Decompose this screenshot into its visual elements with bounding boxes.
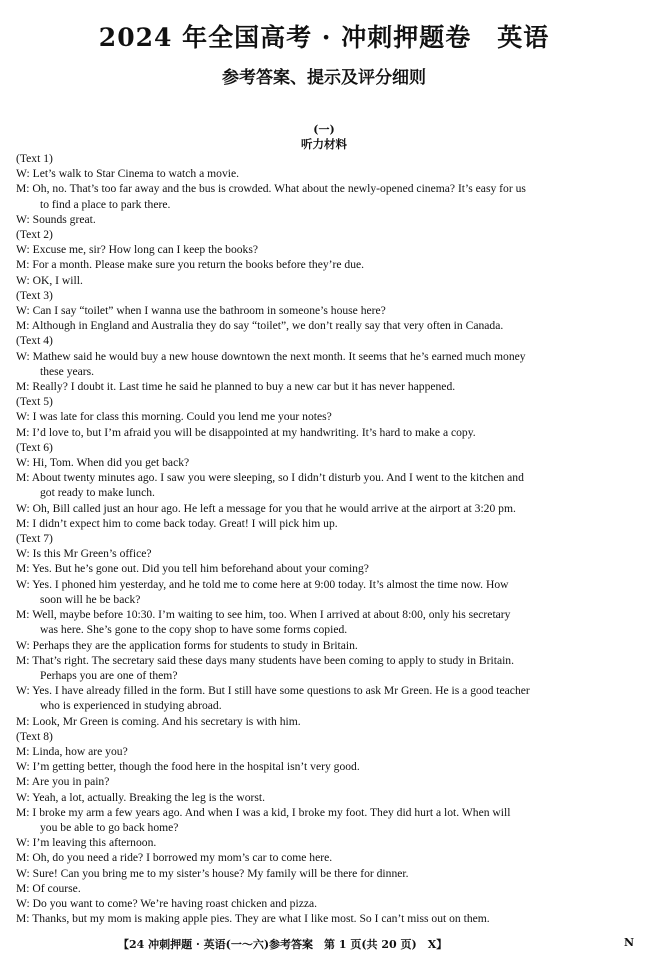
dialogue-line: M: Oh, do you need a ride? I borrowed my mom’s car to come here. xyxy=(16,851,333,865)
text-label: (Text 8) xyxy=(16,729,53,743)
page-footer xyxy=(0,936,648,952)
text-label: (Text 1) xyxy=(16,152,53,165)
dialogue-line-continued: to find a place to park there. xyxy=(40,197,171,211)
dialogue-line: W: Yes. I phoned him yesterday, and he told me to come here at 9:00 today. It’s almost the time now. How xyxy=(16,577,509,591)
dialogue-line-continued: who is experienced in studying abroad. xyxy=(40,699,222,713)
text-label: (Text 7) xyxy=(16,532,53,546)
dialogue-line: W: Let’s walk to Star Cinema to watch a movie. xyxy=(16,167,240,181)
text-label: (Text 4) xyxy=(16,334,53,348)
dialogue-line: W: I’m getting better, though the food here in the hospital isn’t very good. xyxy=(16,760,360,774)
page-subtitle: 参考答案、提示及评分细则 xyxy=(222,68,426,88)
dialogue-line-continued: Perhaps you are one of them? xyxy=(40,668,178,682)
dialogue-line: M: Thanks, but my mom is making apple pies. They are what I like most. So I can’t miss out on them. xyxy=(16,912,490,926)
dialogue-line: W: Is this Mr Green’s office? xyxy=(16,547,152,561)
dialogue-line: W: Do you want to come? We’re having roast chicken and pizza. xyxy=(16,896,318,910)
dialogue-line: W: Sure! Can you bring me to my sister’s house? My family will be there for dinner. xyxy=(16,866,409,880)
dialogue-line: M: Yes. But he’s gone out. Did you tell him beforehand about your coming? xyxy=(16,562,369,576)
dialogue-line-continued: soon will he be back? xyxy=(40,592,141,606)
transcript-body xyxy=(16,151,638,926)
page-title: 2024 年全国高考 · 冲刺押题卷 英语 xyxy=(98,23,550,52)
dialogue-line: M: I didn’t expect him to come back today. Great! I will pick him up. xyxy=(16,516,338,530)
dialogue-line: M: That’s right. The secretary said these days many students have been coming to apply to study in Britain. xyxy=(16,653,515,667)
dialogue-line: W: Sounds great. xyxy=(16,212,96,226)
footer-mark: N xyxy=(623,936,634,949)
dialogue-line: M: About twenty minutes ago. I saw you were sleeping, so I didn’t disturb you. And I went to the kitchen and xyxy=(16,471,524,485)
dialogue-line-continued: got ready to make lunch. xyxy=(40,486,155,500)
dialogue-line: M: Although in England and Australia they do say “toilet”, we don’t really say that very often in Canada. xyxy=(16,319,504,333)
dialogue-line: W: Excuse me, sir? How long can I keep the books? xyxy=(16,243,258,257)
dialogue-line: W: Hi, Tom. When did you get back? xyxy=(16,456,190,470)
dialogue-line: W: OK, I will. xyxy=(16,273,83,287)
dialogue-line: M: I’d love to, but I’m afraid you will be disappointed at my handwriting. It’s hard to make a copy. xyxy=(16,425,476,439)
dialogue-line: M: Well, maybe before 10:30. I’m waiting to see him, too. When I arrived at about 8:00, only his secretary xyxy=(16,608,511,622)
dialogue-line: M: Oh, no. That’s too far away and the bus is crowded. What about the newly-opened cinema? It’s easy for us xyxy=(16,182,526,196)
text-label: (Text 5) xyxy=(16,395,53,409)
dialogue-line-continued: was here. She’s gone to the copy shop to have some forms copied. xyxy=(40,623,348,637)
text-label: (Text 3) xyxy=(16,288,53,302)
text-label: (Text 2) xyxy=(16,228,53,242)
dialogue-line: M: Are you in pain? xyxy=(16,775,110,789)
section-heading: 听力材料 xyxy=(301,137,347,151)
dialogue-line-continued: these years. xyxy=(40,364,95,378)
dialogue-line: W: Mathew said he would buy a new house downtown the next month. It seems that he’s earned much money xyxy=(16,349,526,363)
dialogue-line: W: Perhaps they are the application forms for students to study in Britain. xyxy=(16,638,358,652)
dialogue-line: W: Yeah, a lot, actually. Breaking the leg is the worst. xyxy=(16,790,265,804)
dialogue-line: M: Of course. xyxy=(16,881,81,895)
dialogue-line: M: For a month. Please make sure you return the books before they’re due. xyxy=(16,258,365,272)
dialogue-line: W: Yes. I have already filled in the form. But I still have some questions to ask Mr Green. He is a good teacher xyxy=(16,684,530,698)
footer-page-info: 【24 冲刺押题 · 英语(一～六)参考答案 第 1 页(共 20 页) X】 xyxy=(118,938,448,951)
dialogue-line: M: Look, Mr Green is coming. And his secretary is with him. xyxy=(16,714,301,728)
dialogue-line: W: Oh, Bill called just an hour ago. He left a message for you that he would arrive at the airport at 3:20 pm. xyxy=(16,501,516,515)
dialogue-line: M: Linda, how are you? xyxy=(16,744,128,758)
dialogue-line-continued: you be able to go back home? xyxy=(40,820,179,834)
dialogue-line: W: I was late for class this morning. Could you lend me your notes? xyxy=(16,410,332,424)
dialogue-line: W: Can I say “toilet” when I wanna use the bathroom in someone’s house here? xyxy=(16,304,386,318)
text-label: (Text 6) xyxy=(16,440,53,454)
dialogue-line: M: Really? I doubt it. Last time he said he planned to buy a new car but it has never happened. xyxy=(16,380,456,394)
dialogue-line: M: I broke my arm a few years ago. And when I was a kid, I broke my foot. They did hurt a lot. When will xyxy=(16,805,511,819)
section-number: (一) xyxy=(313,123,335,136)
dialogue-line: W: I’m leaving this afternoon. xyxy=(16,836,157,850)
